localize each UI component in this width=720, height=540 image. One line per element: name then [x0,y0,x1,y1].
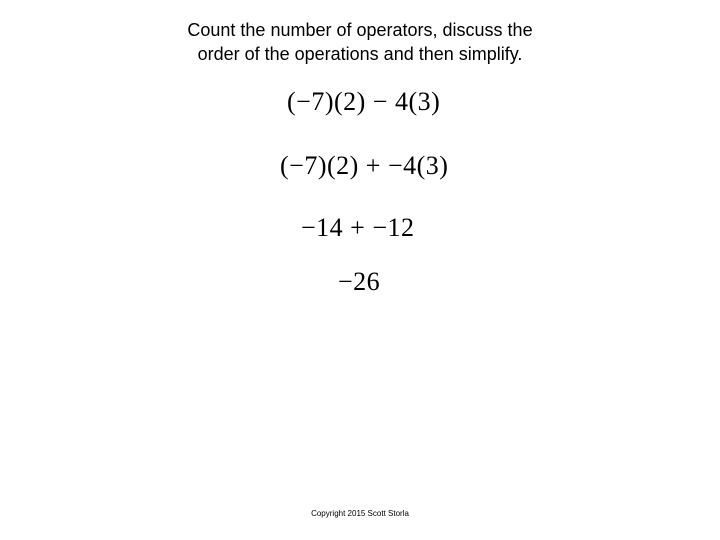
expression-original: (−7)(2) − 4(3) [287,87,441,116]
expression-rewritten: (−7)(2) + −4(3) [280,151,449,180]
slide-title [0,18,720,66]
expression-products: −14 + −12 [301,213,415,242]
expression-result: −26 [338,267,381,296]
title-line-1: Count the number of operators, discuss the [187,20,533,40]
title-line-2: order of the operations and then simplify. [197,44,523,64]
copyright-notice: Copyright 2015 Scott Storla [311,509,409,518]
